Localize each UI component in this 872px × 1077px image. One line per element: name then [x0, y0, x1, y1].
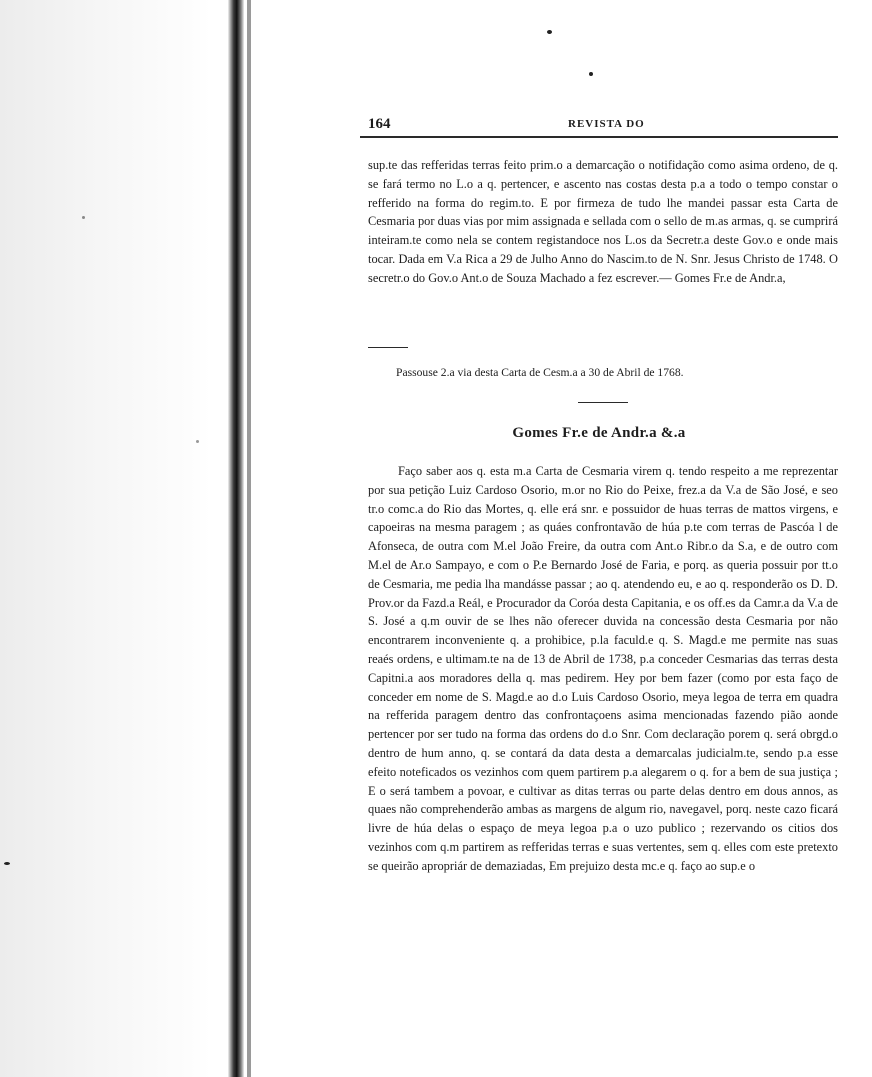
book-binding-edge: [247, 0, 251, 1077]
marginal-note: Passouse 2.a via desta Carta de Cesm.a a 30 de Abril de 1768.: [396, 366, 684, 379]
ink-speck: [196, 440, 199, 443]
paragraph-1: sup.te das refferidas terras feito prim.o a demarcação o notifidação como asima ordeno, de q. se fará termo no L.o a q. pertencer, e ascento nas costas desta p.a a todo o tempo constar o refferido na forma do regim.to. E por firmeza de tudo lhe mandei passar esta Carta de Cesmaria por duas vias por mim assignada e sellada com o sello de m.as armas, q. se cumprirá inteiram.te como nela se contem registandoce nos L.os da Secretr.a deste Gov.o e onde mais tocar. Dada em V.a Rica a 29 de Julho Anno do Nascim.to de N. Snr. Jesus Christo de 1748. O secretr.o do Gov.o Ant.o de Souza Machado a fez escrever.— Gomes Fr.e de Andr.a,: [368, 158, 838, 285]
header-rule: [360, 136, 838, 138]
center-divider: [578, 402, 628, 403]
book-binding-shadow: [228, 0, 244, 1077]
paragraph-2: Faço saber aos q. esta m.a Carta de Cesmaria virem q. tendo respeito a me reprezentar por sua petição Luiz Cardoso Osorio, m.or no Rio do Peixe, frez.a da V.a de São José, e seo tr.o comc.a do Rio das Mortes, q. elle erá snr. e possuidor de huas terras de mattos virgens, e capoeiras na mesma paragem ; as quáes confrontavão de húa p.te com terras de Pascóa l de Afonseca, de outra com M.el João Freire, da outra com Ant.o Ribr.o da S.a, e de outro com M.el de Ar.o Sampayo, e com o P.e Bernardo José de Faria, e porq. as queria possuir por tt.o de Cesmaria, me pedia lha mandásse passar ; ao q. atendendo eu, e ao q. responderão os D. D. Prov.or da Fazd.a Reál, e Procurador da Coróa desta Capitania, e os off.es da Camr.a da V.a de S. José a q.m ouvir de se lhes não oferecer duvida na concessão desta Cesmaria por não encontrarem inconveniente q. a prohibice, p.la faculd.e q. S. Magd.e me permite nas suas reaés ordens, e ultimam.te na de 13 de Abril de 1738, p.a conceder Cesmarias das terras desta Capitni.a aos moradores della q. mas pedirem. Hey por bem fazer (como por esta faço de conceder em nome de S. Magd.e ao d.o Luis Cardoso Osorio, meya legoa de terra em quadra na refferida paragem dentro das confrontaçoens asima mencionadas fazendo pião aonde pertencer por ser tudo na forma das ordens do d.o Snr. Com declaração porem q. será obrgd.o dentro de hum anno, q. se contará da data desta a demarcalas judicialm.te, sendo p.a esse efeito noteficados os vezinhos com quem partirem p.a alegarem o q. for a bem de sua justiça ; E o será tambem a povoar, e cultivar as ditas terras ou parte delas dentro em dous annos, as quaes não comprehenderão ambas as margens de algum rio, navegavel, porq. neste cazo ficará livre de húa delas o espaço de meya legoa p.a o uzo publico ; rezervando os citios dos vezinhos com q.m partirem as refferidas terras e suas vertentes, sem q. elles com este pretexto se queirão apropriár de demaziadas, Em prejuizo desta mc.e q. faço ao sup.e o: [368, 464, 838, 873]
left-page-margin: [0, 0, 250, 1077]
short-divider: [368, 347, 408, 348]
ink-speck: [547, 30, 552, 34]
ink-speck: [4, 862, 10, 865]
ink-speck: [82, 216, 85, 219]
page-header: [360, 112, 838, 134]
section-title: Gomes Fr.e de Andr.a &.a: [512, 425, 686, 441]
ink-speck: [589, 72, 593, 76]
running-head: REVISTA DO: [568, 118, 645, 130]
page-number: 164: [368, 116, 391, 132]
text-block: [360, 112, 838, 873]
